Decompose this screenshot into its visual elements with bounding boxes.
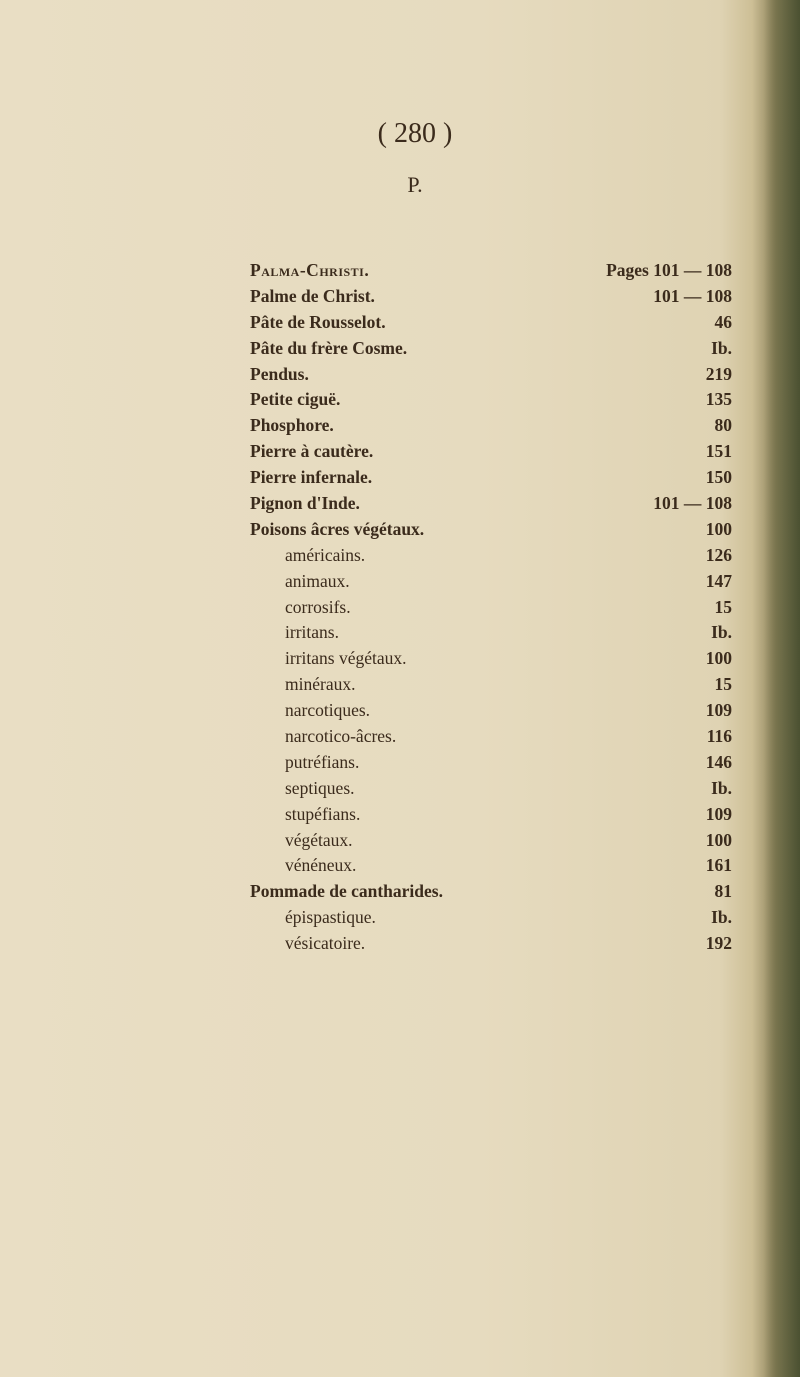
index-entry	[250, 439, 732, 465]
entry-term: épispastique.	[285, 907, 376, 928]
entry-term: minéraux.	[285, 674, 356, 695]
index-entry	[250, 284, 732, 310]
index-entry	[250, 776, 732, 802]
page-number: ( 280 )	[377, 118, 453, 149]
index-entry	[250, 724, 732, 750]
entry-term: Palma-Christi.	[250, 260, 370, 280]
entry-pages: 147	[705, 570, 732, 591]
entry-term: Pierre à cautère.	[250, 441, 374, 462]
entry-term: Petite ciguë.	[250, 389, 341, 410]
index-entry	[250, 336, 732, 362]
entry-pages: 80	[714, 415, 732, 436]
index-entry	[250, 672, 732, 698]
index-entry	[250, 698, 732, 724]
index-entry	[250, 853, 732, 879]
entry-term: irritans.	[285, 622, 339, 643]
entry-pages: 15	[714, 674, 732, 695]
entry-term: Pendus.	[250, 363, 309, 384]
index-entry	[250, 517, 732, 543]
entry-term: animaux.	[285, 570, 350, 591]
entry-pages: 116	[706, 726, 732, 747]
entry-term: Pierre infernale.	[250, 467, 373, 488]
index-entry	[250, 931, 732, 957]
entry-term: Poisons âcres végétaux.	[250, 518, 425, 539]
index-entry	[250, 258, 732, 284]
entry-pages: 101 — 108	[653, 493, 732, 514]
index-entry	[250, 905, 732, 931]
entry-term: Phosphore.	[250, 415, 334, 436]
index-list	[250, 258, 732, 957]
index-entry	[250, 310, 732, 336]
entry-pages: Ib.	[711, 337, 732, 358]
entry-pages: 219	[705, 363, 732, 384]
index-entry	[250, 879, 732, 905]
entry-pages: 100	[705, 648, 732, 669]
entry-pages: 15	[714, 596, 732, 617]
index-entry	[250, 646, 732, 672]
index-entry	[250, 465, 732, 491]
entry-term: irritans végétaux.	[285, 648, 407, 669]
entry-term: narcotico-âcres.	[285, 726, 397, 747]
entry-term: corrosifs.	[285, 596, 351, 617]
index-entry	[250, 828, 732, 854]
entry-pages: 151	[705, 441, 732, 462]
entry-pages: 150	[705, 467, 732, 488]
entry-pages: 81	[714, 881, 732, 902]
entry-pages: 135	[705, 389, 732, 410]
entry-pages: 161	[705, 855, 732, 876]
entry-term: Pignon d'Inde.	[250, 493, 360, 514]
entry-term: Palme de Christ.	[250, 285, 375, 306]
entry-term: putréfians.	[285, 751, 360, 772]
entry-pages: Ib.	[711, 777, 732, 798]
entry-pages: 46	[714, 311, 732, 332]
entry-term: vénéneux.	[285, 855, 357, 876]
index-entry	[250, 620, 732, 646]
page-edge-shadow	[764, 0, 800, 1377]
entry-pages: 101 — 108	[653, 285, 732, 306]
section-letter: P.	[407, 172, 423, 197]
entry-term: narcotiques.	[285, 700, 371, 721]
entry-term: stupéfians.	[285, 803, 361, 824]
index-entry	[250, 413, 732, 439]
entry-pages: 109	[705, 700, 732, 721]
index-entry	[250, 543, 732, 569]
entry-pages: Pages 101 — 108	[606, 260, 732, 280]
entry-pages: 109	[705, 803, 732, 824]
entry-pages: 192	[705, 933, 732, 954]
index-entry	[250, 750, 732, 776]
entry-pages: 126	[705, 544, 732, 565]
index-entry	[250, 387, 732, 413]
entry-term: américains.	[285, 544, 366, 565]
entry-term: végétaux.	[285, 829, 353, 850]
entry-term: Pâte du frère Cosme.	[250, 337, 408, 358]
entry-term: vésicatoire.	[285, 933, 366, 954]
index-entry	[250, 491, 732, 517]
index-entry	[250, 802, 732, 828]
entry-term: septiques.	[285, 777, 355, 798]
entry-pages: 100	[705, 829, 732, 850]
entry-pages: Ib.	[711, 907, 732, 928]
entry-pages: Ib.	[711, 622, 732, 643]
index-entry	[250, 595, 732, 621]
entry-term: Pâte de Rousselot.	[250, 311, 386, 332]
entry-term: Pommade de cantharides.	[250, 881, 443, 902]
entry-pages: 146	[705, 751, 732, 772]
index-entry	[250, 569, 732, 595]
index-entry	[250, 362, 732, 388]
entry-pages: 100	[705, 518, 732, 539]
